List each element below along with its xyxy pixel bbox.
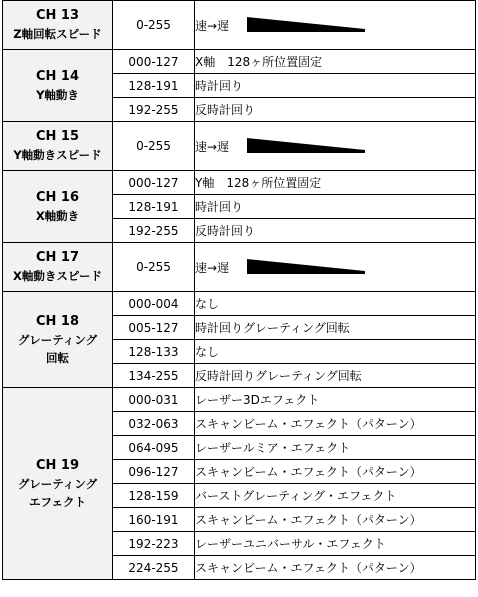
dmx-range: 192-255 (113, 98, 195, 122)
dmx-range: 000-031 (113, 388, 195, 412)
channel-name-line: Y軸動きスピード (13, 148, 102, 162)
channel-id: CH 13 (35, 8, 80, 23)
function-description: スキャンビーム・エフェクト（パターン） (195, 556, 476, 580)
dmx-range: 0-255 (113, 122, 195, 171)
channel-header (3, 50, 113, 122)
channel-id: CH 15 (35, 129, 80, 144)
channel-name-line: X軸動きスピード (13, 269, 102, 283)
channel-id: CH 19 (35, 457, 80, 473)
channel-header (3, 1, 113, 50)
wedge-shape (247, 259, 365, 274)
dmx-range: 000-127 (113, 50, 195, 74)
function-description: 反時計回りグレーティング回転 (195, 364, 476, 388)
dmx-range: 0-255 (113, 1, 195, 50)
channel-header (3, 388, 113, 580)
channel-name-line: Y軸動き (36, 87, 79, 102)
speed-wedge-icon (247, 136, 367, 156)
function-description (195, 122, 476, 171)
function-description: レーザー3Dエフェクト (195, 388, 476, 412)
function-description: なし (195, 340, 476, 364)
table-row (3, 50, 476, 74)
dmx-range: 096-127 (113, 460, 195, 484)
dmx-range: 005-127 (113, 316, 195, 340)
channel-id: CH 17 (35, 250, 80, 265)
function-description: スキャンビーム・エフェクト（パターン） (195, 508, 476, 532)
function-description: なし (195, 292, 476, 316)
channel-id: CH 14 (35, 68, 80, 84)
function-description: レーザーユニバーサル・エフェクト (195, 532, 476, 556)
dmx-range: 128-191 (113, 74, 195, 98)
table-row (3, 388, 476, 412)
speed-label: 速→遅 (195, 18, 230, 33)
wedge-shape (247, 138, 365, 153)
speed-label: 速→遅 (195, 139, 230, 154)
channel-name-line: グレーティング (17, 476, 98, 491)
speed-wedge-icon (247, 257, 367, 277)
dmx-range: 128-191 (113, 195, 195, 219)
function-description: スキャンビーム・エフェクト（パターン） (195, 460, 476, 484)
table-row (3, 1, 476, 50)
channel-header (3, 292, 113, 388)
channel-header (3, 122, 113, 171)
speed-indicator (195, 136, 475, 156)
function-description (195, 243, 476, 292)
channel-name-line: X軸動き (35, 208, 80, 223)
dmx-range: 224-255 (113, 556, 195, 580)
table-row (3, 243, 476, 292)
channel-id: CH 16 (35, 189, 80, 205)
dmx-range: 192-223 (113, 532, 195, 556)
table-row (3, 292, 476, 316)
function-description: 時計回りグレーティング回転 (195, 316, 476, 340)
dmx-range: 134-255 (113, 364, 195, 388)
speed-label: 速→遅 (195, 260, 230, 275)
channel-name-line: 回転 (46, 350, 69, 365)
channel-name-line: エフェクト (29, 494, 86, 509)
dmx-range: 128-133 (113, 340, 195, 364)
table-body (3, 1, 476, 580)
function-description: バーストグレーティング・エフェクト (195, 484, 476, 508)
channel-id: CH 18 (35, 313, 80, 329)
function-description: X軸 128ヶ所位置固定 (195, 50, 476, 74)
wedge-shape (247, 17, 365, 32)
speed-indicator (195, 257, 475, 277)
table-row (3, 171, 476, 195)
dmx-range: 160-191 (113, 508, 195, 532)
dmx-range: 000-004 (113, 292, 195, 316)
dmx-channel-table (2, 0, 476, 580)
dmx-range: 0-255 (113, 243, 195, 292)
dmx-range: 192-255 (113, 219, 195, 243)
speed-wedge-icon (247, 15, 367, 35)
channel-name-line: グレーティング (17, 332, 98, 347)
function-description: 時計回り (195, 195, 476, 219)
dmx-range: 064-095 (113, 436, 195, 460)
function-description (195, 1, 476, 50)
dmx-range: 000-127 (113, 171, 195, 195)
function-description: レーザールミア・エフェクト (195, 436, 476, 460)
table-row (3, 122, 476, 171)
channel-header (3, 171, 113, 243)
speed-indicator (195, 15, 475, 35)
channel-name-line: Z軸回転スピード (13, 27, 102, 41)
dmx-range: 032-063 (113, 412, 195, 436)
function-description: スキャンビーム・エフェクト（パターン） (195, 412, 476, 436)
function-description: 反時計回り (195, 219, 476, 243)
function-description: Y軸 128ヶ所位置固定 (195, 171, 476, 195)
function-description: 反時計回り (195, 98, 476, 122)
channel-header (3, 243, 113, 292)
function-description: 時計回り (195, 74, 476, 98)
dmx-range: 128-159 (113, 484, 195, 508)
